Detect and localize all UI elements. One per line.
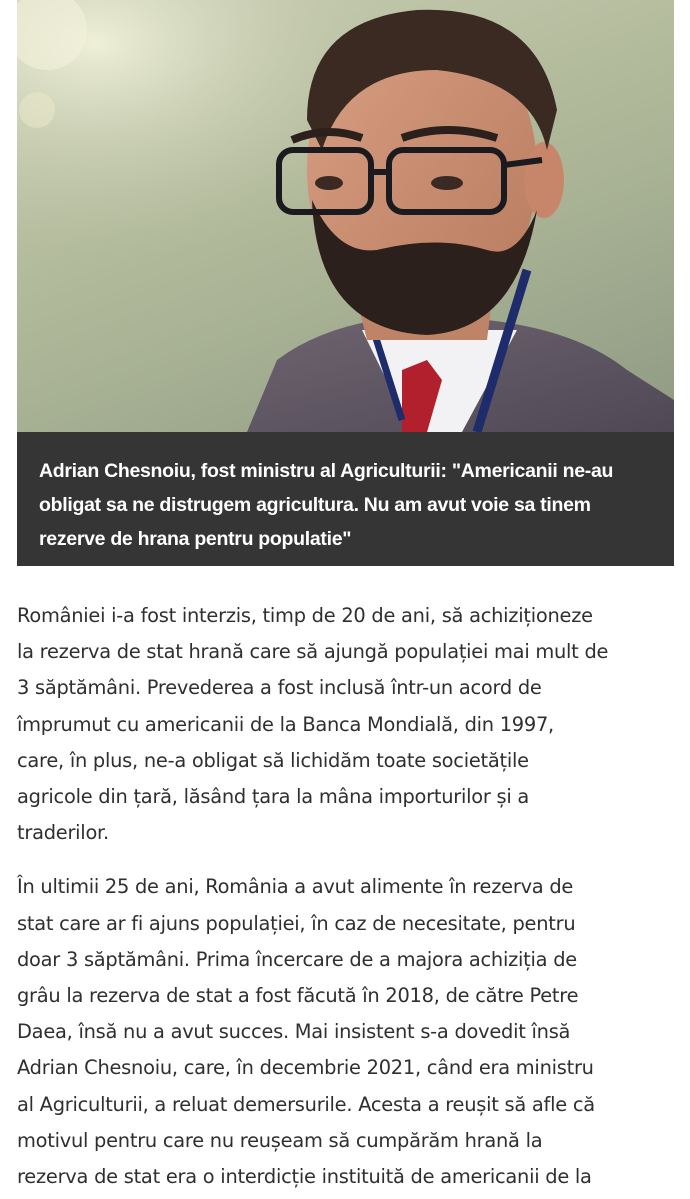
paragraph-line: la rezerva de stat hrană care să ajungă populației mai mult de: [17, 640, 609, 664]
paragraph-line: doar 3 săptămâni. Prima încercare de a majora achiziția de: [17, 947, 577, 971]
paragraph-line: motivul pentru care nu reușeam să cumpărăm hrană la: [17, 1128, 543, 1152]
article-paragraph: [17, 869, 682, 1195]
paragraph-line: 3 săptămâni. Prevederea a fost inclusă într-un acord de: [17, 676, 542, 700]
portrait-illustration: [17, 0, 674, 432]
article-body: [17, 598, 682, 1199]
caption-line: Adrian Chesnoiu, fost ministru al Agriculturii: "Americanii ne-au: [39, 460, 614, 482]
photo-caption: [17, 432, 674, 566]
paragraph-line: rezerva de stat era o interdicție instituită de americanii de la: [17, 1165, 592, 1189]
paragraph-line: care, în plus, ne-a obligat să lichidăm toate societățile: [17, 748, 529, 772]
caption-line: obligat sa ne distrugem agricultura. Nu am avut voie sa tinem: [39, 494, 591, 516]
paragraph-line: În ultimii 25 de ani, România a avut alimente în rezerva de: [17, 875, 574, 899]
paragraph-line: împrumut cu americanii de la Banca Mondială, din 1997,: [17, 712, 554, 736]
caption-text: [39, 454, 652, 556]
paragraph-line: grâu la rezerva de stat a fost făcută în 2018, de către Petre: [17, 984, 579, 1008]
article-paragraph: [17, 598, 682, 851]
article-photo: [17, 0, 674, 432]
paragraph-line: stat care ar fi ajuns populației, în caz de necesitate, pentru: [17, 911, 576, 935]
paragraph-line: Daea, însă nu a avut succes. Mai insistent s-a dovedit însă: [17, 1020, 571, 1044]
paragraph-line: al Agriculturii, a reluat demersurile. Acesta a reușit să afle că: [17, 1092, 595, 1116]
paragraph-line: României i-a fost interzis, timp de 20 de ani, să achiziționeze: [17, 604, 593, 627]
paragraph-line: traderilor.: [17, 821, 109, 845]
caption-line: rezerve de hrana pentru populatie": [39, 528, 352, 550]
paragraph-line: agricole din țară, lăsând țara la mâna importurilor și a: [17, 785, 530, 809]
paragraph-line: Adrian Chesnoiu, care, în decembrie 2021, când era ministru: [17, 1056, 594, 1080]
